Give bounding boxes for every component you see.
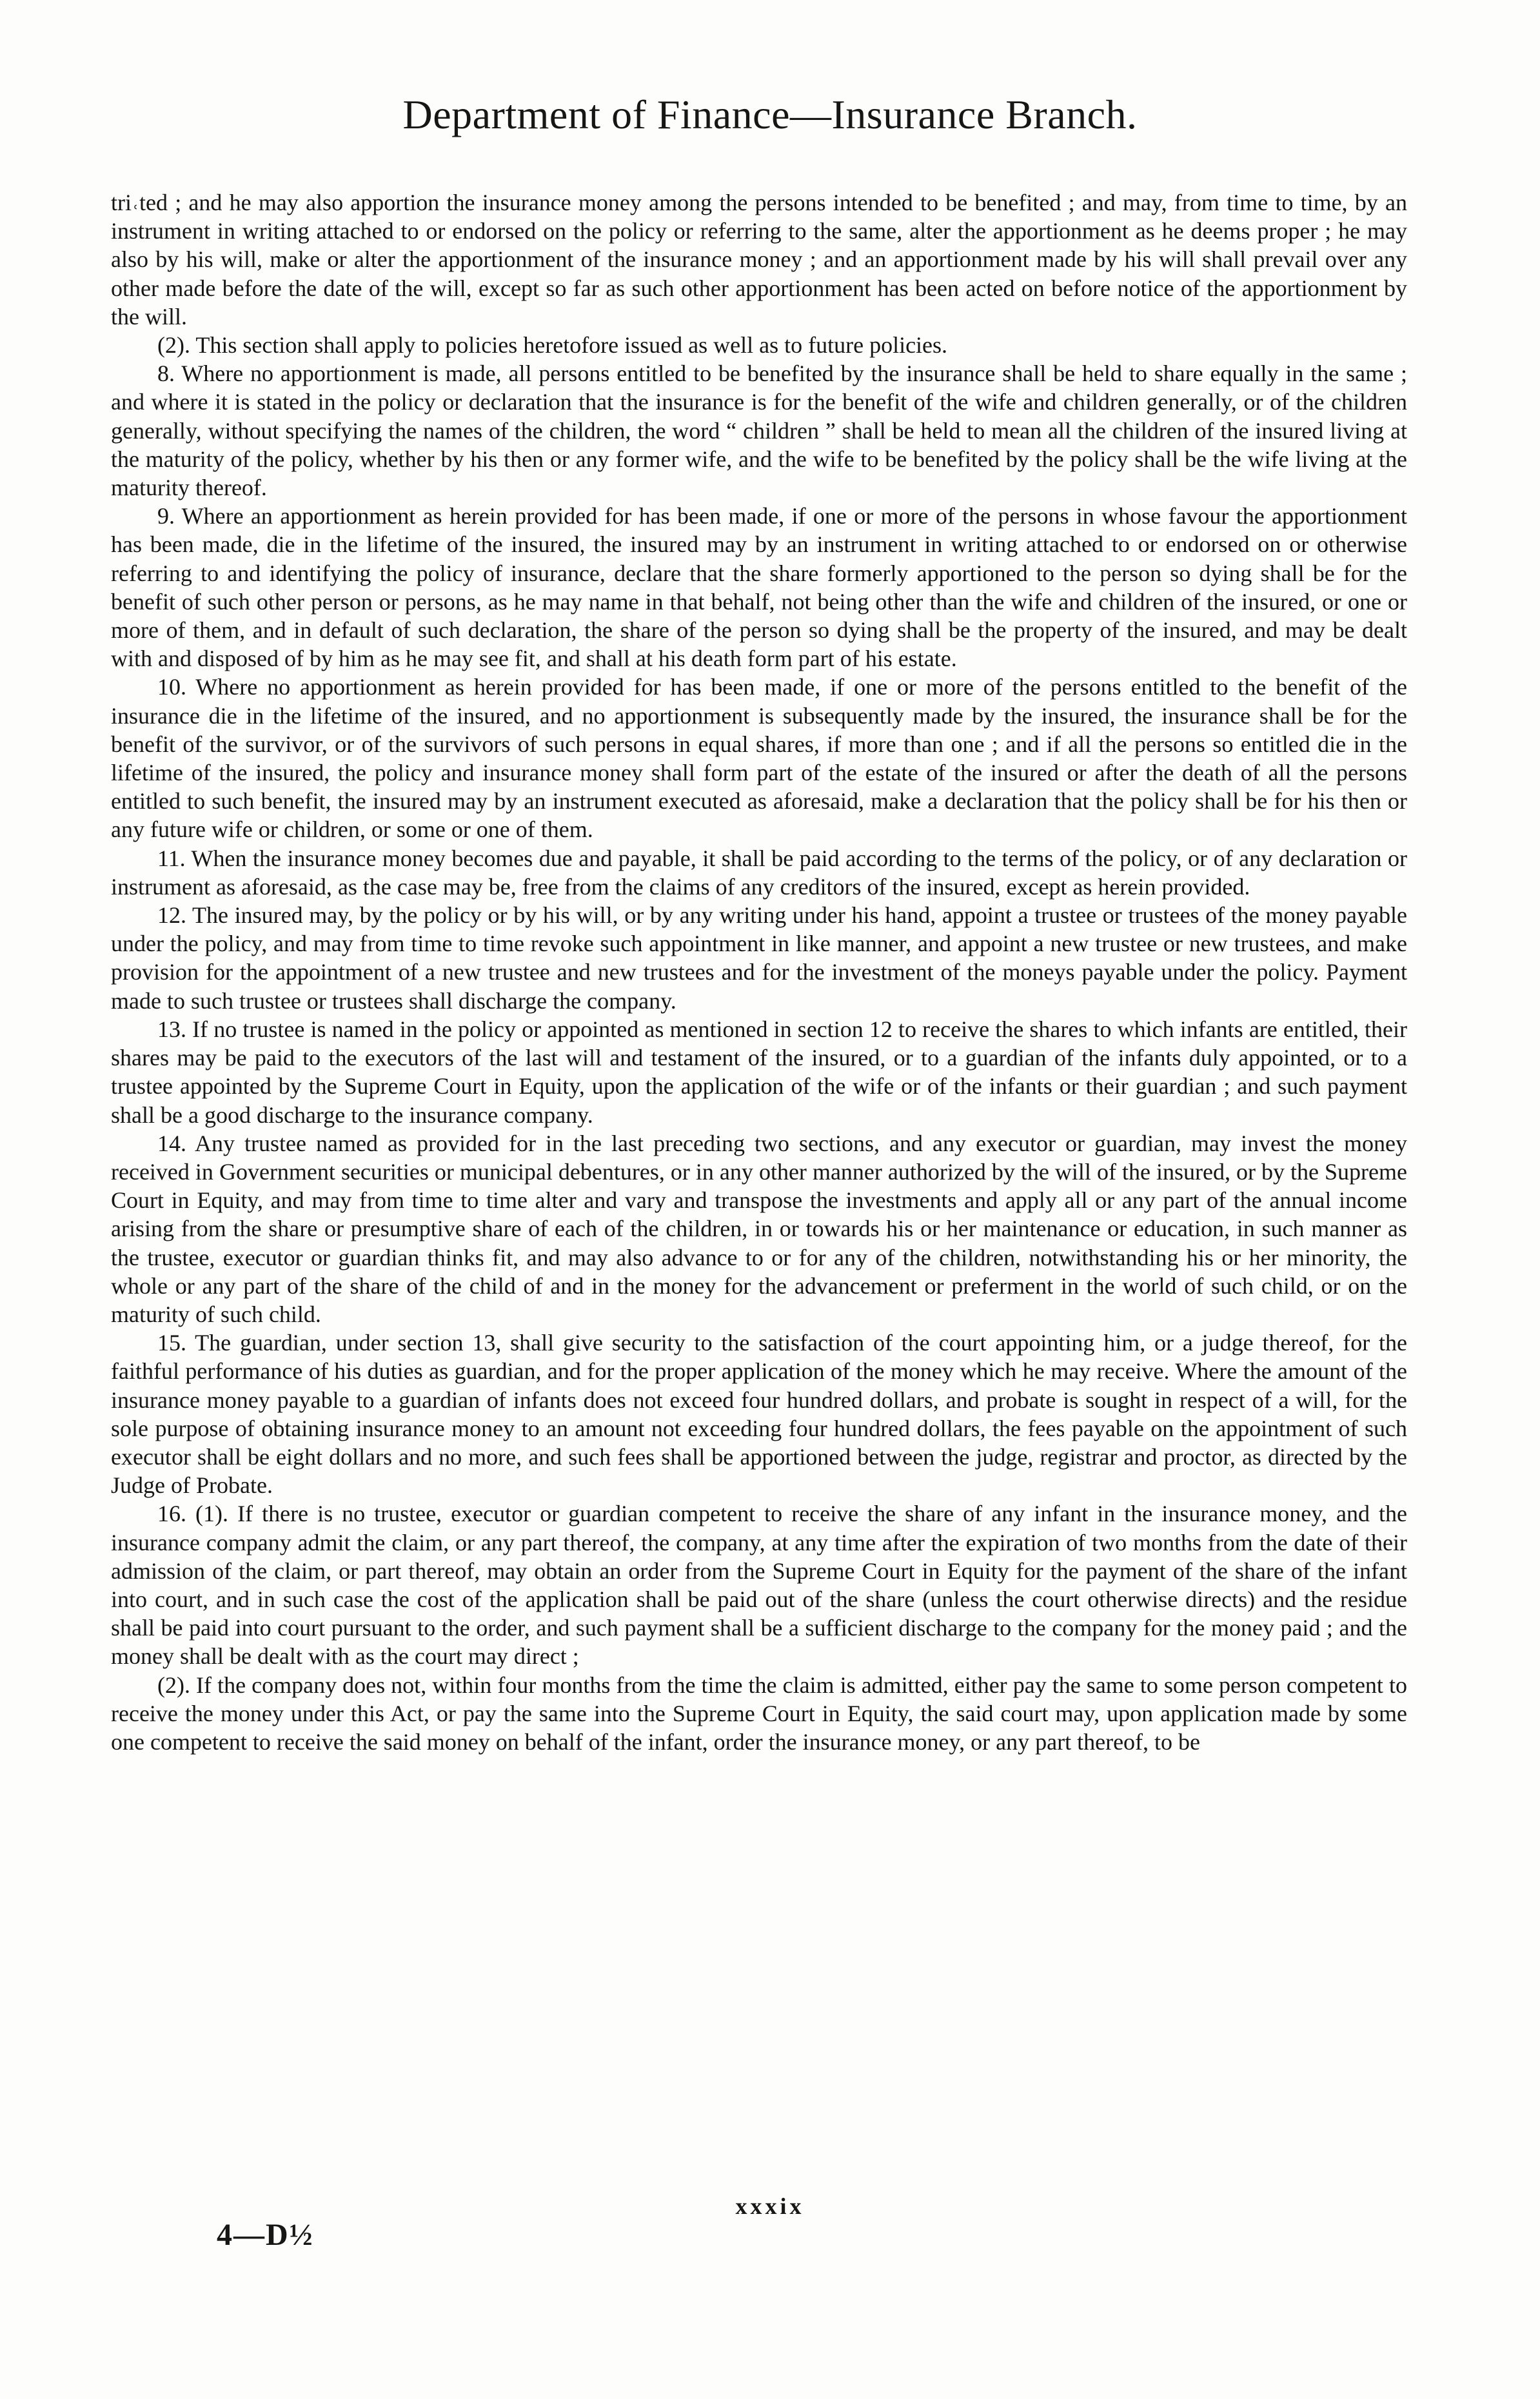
signature-mark: 4—D½ [217, 2218, 314, 2252]
paragraph-continuation: tri˓ted ; and he may also apportion the insurance money among the persons intended to be benefited ; and may, from time to time, by an instrument in writing attached to or endorsed on the policy or referring to the same, alter the apportionment as he deems proper ; he may also by his will, make or alter the apportionment of the insurance money ; and an apportionment made by his will shall prevail over any other made before the date of the will, except so far as such other apportionment has been acted on before notice of the apportionment by the will. [111, 190, 1407, 330]
paragraph-section-9: 9. Where an apportionment as herein provided for has been made, if one or more of the persons in whose favour the apportionment has been made, die in the lifetime of the insured, the insured may by an instrument in writing attached to or endorsed on or otherwise referring to and identifying the policy of insurance, declare that the share formerly apportioned to the person so dying shall be for the benefit of such other person or persons, as he may name in that behalf, not being other than the wife and children of the insured, or one or more of them, and in default of such declaration, the share of the person so dying shall be the property of the insured, and may be dealt with and disposed of by him as he may see fit, and shall at his death form part of his estate. [111, 503, 1407, 672]
paragraph-section-11: 11. When the insurance money becomes due and payable, it shall be paid according to the terms of the policy, or of any declaration or instrument as aforesaid, as the case may be, free from the claims of any creditors of the insured, except as herein provided. [111, 845, 1407, 900]
page-folio: xxxix [735, 2193, 805, 2219]
paragraph-7-2: (2). This section shall apply to policies heretofore issued as well as to future policies. [157, 332, 948, 359]
body-text [111, 188, 1407, 1756]
paragraph-section-12: 12. The insured may, by the policy or by his will, or by any writing under his hand, appoint a trustee or trustees of the money payable under the policy, and may from time to time revoke such appointment in like manner, and appoint a new trustee or new trustees, and make provision for the appointment of a new trustee and new trustees and for the investment of the moneys payable under the policy. Payment made to such trustee or trustees shall discharge the company. [111, 902, 1407, 1014]
paragraph-section-16-1: 16. (1). If there is no trustee, executor or guardian competent to receive the share of any infant in the insurance money, and the insurance company admit the claim, or any part thereof, the company, at any time after the expiration of two months from the date of their admission of the claim, or part thereof, may obtain an order from the Supreme Court in Equity for the payment of the share of the infant into court, and in such case the cost of the application shall be paid out of the share (unless the court otherwise directs) and the residue shall be paid into court pursuant to the order, and such payment shall be a sufficient discharge to the company for the money paid ; and the money shall be dealt with as the court may direct ; [111, 1501, 1407, 1670]
page-title: Department of Finance—Insurance Branch. [402, 92, 1138, 137]
paragraph-section-15: 15. The guardian, under section 13, shall give security to the satisfaction of the court appointing him, or a judge thereof, for the faithful performance of his duties as guardian, and for the proper application of the money which he may receive. Where the amount of the insurance money payable to a guardian of infants does not exceed four hundred dollars, and probate is sought in respect of a will, for the sole purpose of obtaining insurance money to an amount not exceeding four hundred dollars, the fees payable on the appointment of such executor shall be eight dollars and no more, and such fees shall be apportioned between the judge, registrar and proctor, as directed by the Judge of Probate. [111, 1330, 1407, 1499]
paragraph-section-8: 8. Where no apportionment is made, all persons entitled to be benefited by the insurance shall be held to share equally in the same ; and where it is stated in the policy or declaration that the insurance is for the benefit of the wife and children generally, or of the children generally, without specifying the names of the children, the word “ children ” shall be held to mean all the children of the insured living at the maturity of the policy, whether by his then or any former wife, and the wife to be benefited by the policy shall be the wife living at the maturity thereof. [111, 360, 1407, 501]
paragraph-section-13: 13. If no trustee is named in the policy or appointed as mentioned in section 12 to receive the shares to which infants are entitled, their shares may be paid to the executors of the last will and testament of the insured, or to a guardian of the infants duly appointed, or to a trustee appointed by the Supreme Court in Equity, upon the application of the wife or of the infants or their guardian ; and such payment shall be a good discharge to the insurance company. [111, 1016, 1407, 1128]
paragraph-section-14: 14. Any trustee named as provided for in the last preceding two sections, and any executor or guardian, may invest the money received in Government securities or municipal debentures, or in any other manner authorized by the will of the insured, or by the Supreme Court in Equity, and may from time to time alter and vary and transpose the investments and apply all or any part of the annual income arising from the share or presumptive share of each of the children, in or towards his or her maintenance or education, in such manner as the trustee, executor or guardian thinks fit, and may also advance to or for any of the children, notwithstanding his or her minority, the whole or any part of the share of the child of and in the money for the advancement or preferment in the world of such child, or on the maturity of such child. [111, 1130, 1407, 1327]
paragraph-section-16-2: (2). If the company does not, within four months from the time the claim is admitted, either pay the same to some person competent to receive the money under this Act, or pay the same into the Supreme Court in Equity, the said court may, upon application made by some one competent to receive the said money on behalf of the infant, order the insurance money, or any part thereof, to be [111, 1672, 1407, 1755]
paragraph-section-10: 10. Where no apportionment as herein provided for has been made, if one or more of the persons entitled to the benefit of the insurance die in the lifetime of the insured, and no apportionment is subsequently made by the insured, the insurance shall be for the benefit of the survivor, or of the survivors of such persons in equal shares, if more than one ; and if all the persons so entitled die in the lifetime of the insured, the policy and insurance money shall form part of the estate of the insured or after the death of all the persons entitled to such benefit, the insured may by an instrument executed as aforesaid, make a declaration that the policy shall be for his then or any future wife or children, or some or one of them. [111, 674, 1407, 843]
